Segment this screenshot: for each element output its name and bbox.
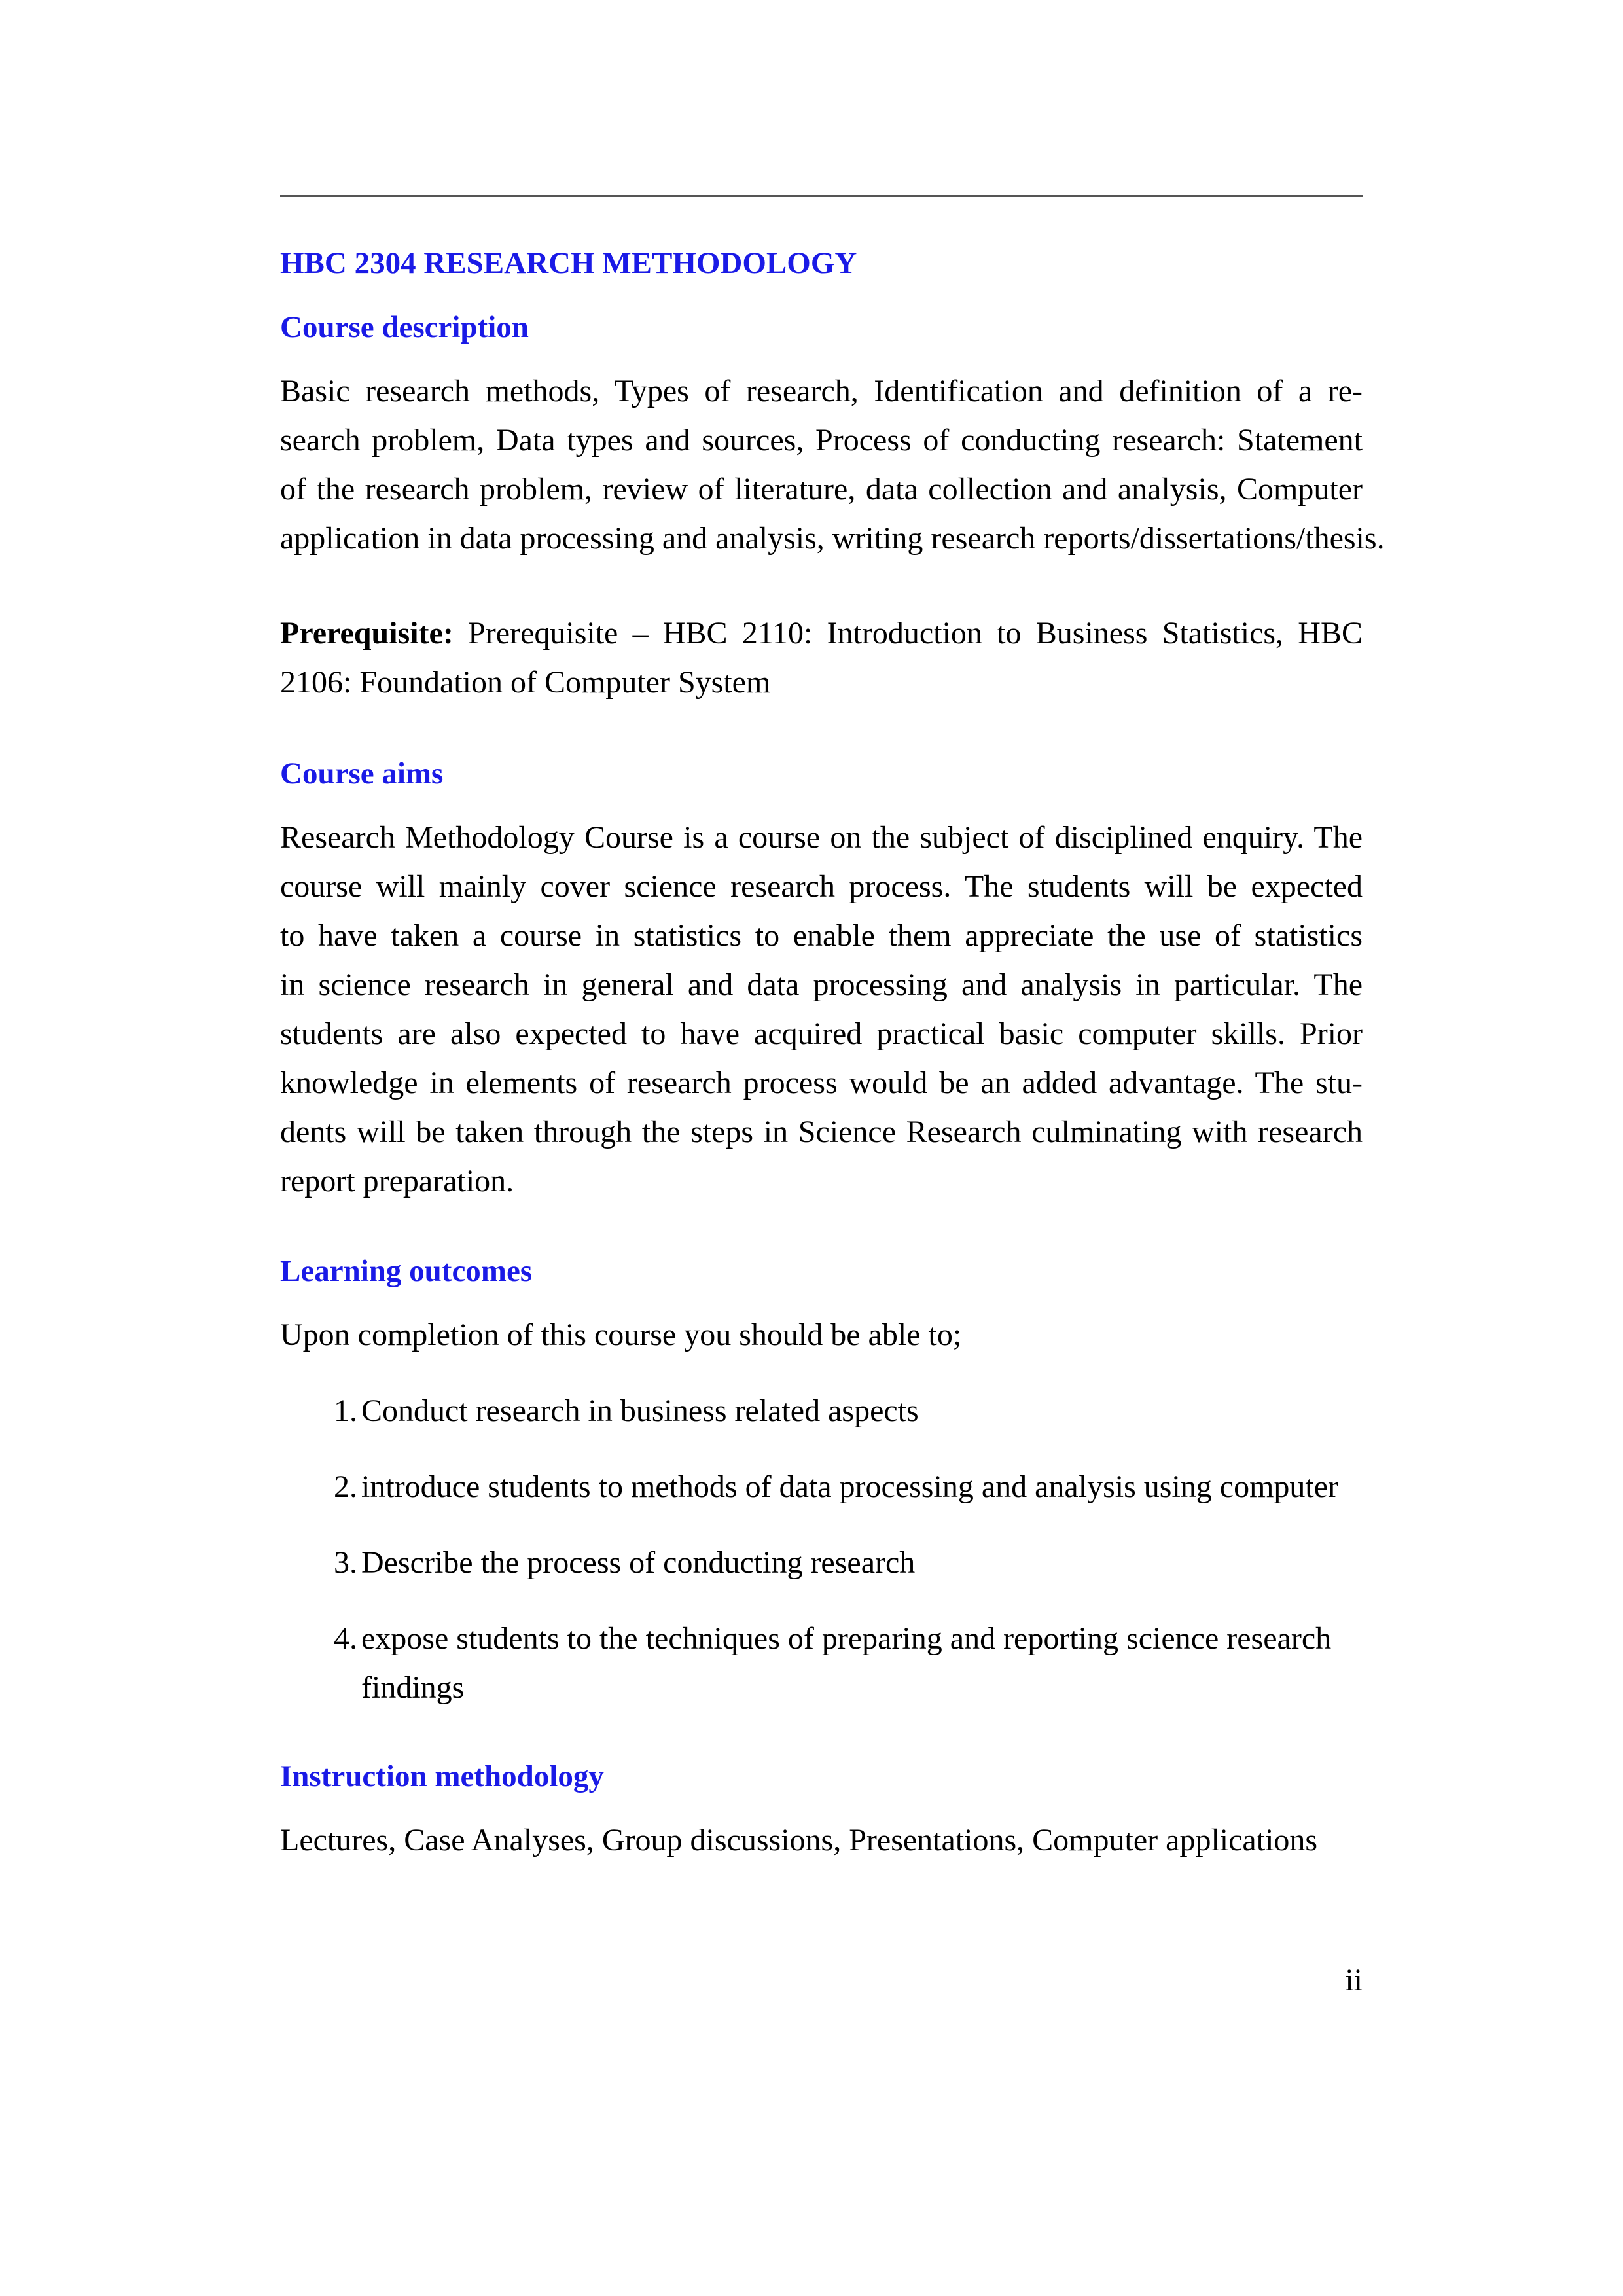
aims-line: students are also expected to have acquired practical basic computer skills. Prior	[280, 1016, 1363, 1051]
learning-outcomes-heading: Learning outcomes	[280, 1254, 533, 1288]
list-item-text: introduce students to methods of data processing and analysis using computer	[361, 1469, 1339, 1504]
aims-line: knowledge in elements of research process would be an added advantage. The stu-	[280, 1066, 1363, 1100]
list-item-number: 3.	[334, 1545, 357, 1580]
course-description-heading: Course description	[280, 310, 529, 344]
prerequisite-text-2: 2106: Foundation of Computer System	[280, 665, 771, 700]
course-title: HBC 2304 RESEARCH METHODOLOGY	[280, 246, 857, 280]
course-aims-text	[280, 813, 1363, 1206]
page-number: ii	[1345, 1963, 1363, 1998]
course-description-text	[280, 367, 1385, 563]
instruction-methodology-heading: Instruction methodology	[280, 1759, 604, 1793]
list-item-text: Conduct research in business related aspects	[361, 1393, 919, 1428]
description-line: of the research problem, review of literature, data collection and analysis, Computer	[280, 472, 1363, 507]
list-item-text: expose students to the techniques of preparing and reporting science research	[361, 1621, 1332, 1656]
prerequisite-paragraph	[280, 609, 1363, 707]
course-aims-heading: Course aims	[280, 757, 444, 791]
outcomes-intro-line: Upon completion of this course you should be able to;	[280, 1318, 962, 1352]
aims-line: dents will be taken through the steps in Science Research culminating with research	[280, 1115, 1363, 1149]
list-item-number: 4.	[334, 1621, 357, 1656]
list-item-text-continued: findings	[361, 1670, 465, 1705]
instruction-methodology-text	[280, 1816, 1363, 1865]
aims-line: to have taken a course in statistics to enable them appreciate the use of statistics	[280, 918, 1363, 953]
learning-outcomes-intro	[280, 1310, 1363, 1359]
aims-line: course will mainly cover science research process. The students will be expected	[280, 869, 1363, 904]
prerequisite-text-1: Prerequisite – HBC 2110: Introduction to Business Statistics, HBC	[468, 616, 1363, 651]
header-rule	[280, 195, 1363, 197]
description-line: Basic research methods, Types of research, Identification and definition of a re-	[280, 374, 1363, 408]
methodology-line: Lectures, Case Analyses, Group discussions, Presentations, Computer applications	[280, 1823, 1318, 1857]
prerequisite-label: Prerequisite:	[280, 616, 454, 651]
list-item-number: 1.	[334, 1393, 357, 1428]
description-line: application in data processing and analysis, writing research reports/dissertations/thesis.	[280, 521, 1385, 556]
prerequisite-line	[280, 609, 1363, 658]
list-item-text: Describe the process of conducting research	[361, 1545, 916, 1580]
list-item-number: 2.	[334, 1469, 357, 1504]
aims-line: in science research in general and data processing and analysis in particular. The	[280, 967, 1363, 1002]
aims-line: Research Methodology Course is a course on the subject of disciplined enquiry. The	[280, 820, 1363, 855]
aims-line: report preparation.	[280, 1164, 514, 1198]
description-line: search problem, Data types and sources, Process of conducting research: Statement	[280, 423, 1363, 457]
